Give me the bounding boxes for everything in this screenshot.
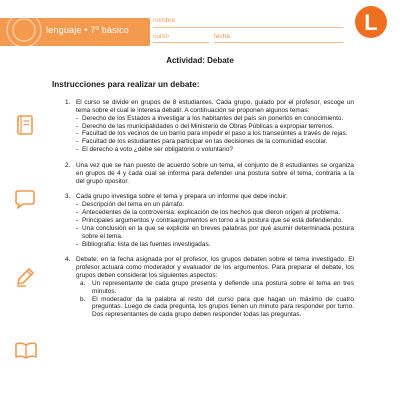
item-text: Debate: en la fecha asignada por el profesor, los grupos debaten sobre el tema investigado. El profesor actuará como moderador y evaluador de los argumentos. Para preparar el debate, los grupos deben considerar los siguientes aspectos: [76, 256, 354, 280]
instruction-item [54, 256, 354, 319]
item-text: Una vez que se han puesto de acuerdo sobre un tema, el conjunto de 8 estudiantes se organiza en grupos de 4 y cada cual se informa para defender una postura sobre el tema, contraria a la del grupo opositor. [76, 161, 354, 185]
list-item: a. Un representante de cada grupo presenta y defiende una postura sobre el tema en tres minutos. [80, 279, 354, 295]
course-field[interactable] [153, 42, 209, 43]
list-item: - Facultad de los estudiantes para participar en las decisiones de la comunidad escolar. [76, 138, 328, 146]
list-item: - Derecho de las municipalidades o del Ministerio de Obras Públicas a expropiar terrenos. [76, 122, 334, 130]
list-item: - El derecho a voto ¿debe ser obligatorio o voluntario? [76, 146, 234, 154]
list-item: - Antecedentes de la controversia: explicación de los hechos que dieron origen al problema. [76, 209, 341, 217]
item-text: El curso se divide en grupos de 8 estudiantes. Cada grupo, guiado por el profesor, escoge un tema sobre el cual le interesa debatir. A continuación se proponen algunos temas: [76, 99, 354, 114]
instruction-item [54, 99, 354, 154]
date-field[interactable] [214, 42, 343, 43]
name-label: nombre [153, 17, 176, 24]
list-item: - Principales argumentos y contraargumentos en torno a la postura que se está defendiendo. [76, 216, 343, 224]
list-item: - Descripción del tema en un párrafo. [76, 201, 184, 209]
item-number: 4. [65, 256, 71, 264]
subject-badge: L [355, 6, 387, 38]
list-item: - Derecho de los Estados a investigar a los habitantes del país sin ponerlos en conocimiento. [76, 114, 344, 122]
book-icon [14, 340, 38, 360]
date-label: fecha [214, 33, 230, 40]
list-item: - Una conclusión en la que se explicite en breves palabras por qué asumir determinada postura sobre el tema. [76, 224, 354, 240]
name-field[interactable] [153, 27, 343, 28]
page-header [0, 0, 400, 50]
instruction-item [54, 193, 354, 248]
item-number: 2. [65, 161, 71, 169]
pencil-icon [14, 266, 36, 288]
list-item: - Bibliografía: lista de las fuentes investigadas. [76, 240, 211, 248]
instructions-subtitle: Instrucciones para realizar un debate: [52, 80, 200, 89]
decorative-rings-icon [4, 10, 48, 50]
activity-title: Actividad: Debate [166, 56, 234, 65]
instruction-item [54, 162, 354, 186]
subject-label: lenguaje • 7º básico [46, 25, 129, 35]
chat-bubble-icon [14, 190, 36, 210]
report-requirements-list [76, 201, 354, 248]
notebook-icon [14, 114, 36, 136]
list-item: - Facultad de los vecinos de un barrio para impedir el paso a los transeúntes a través de rejas. [76, 130, 348, 138]
item-number: 3. [65, 193, 71, 201]
course-label: curso [153, 33, 169, 40]
topic-list [76, 115, 354, 154]
item-number: 1. [65, 99, 71, 106]
list-item: b. El moderador da la palabra al resto del curso para que hagan un máximo de cuatro preguntas. Luego de cada pregunta, los grupos tienen un minuto para responder por turno. Dos representantes de cada grupo deben responder todas las preguntas. [80, 295, 354, 319]
instruction-list [54, 99, 354, 327]
item-text: Cada grupo investiga sobre el tema y prepara un informe que debe incluir: [76, 193, 288, 201]
